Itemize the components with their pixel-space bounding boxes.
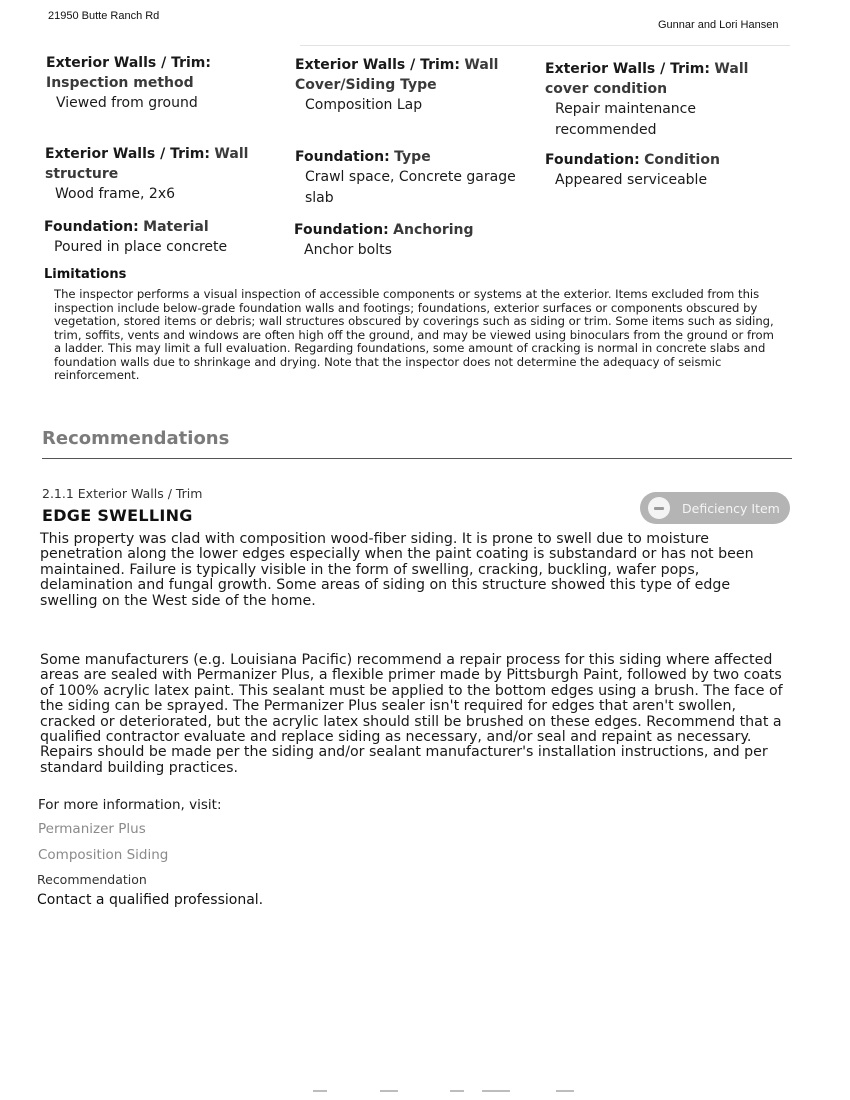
field-sublabel: Inspection method <box>46 75 194 91</box>
field-siding-type <box>295 55 535 116</box>
field-value: Anchor bolts <box>304 242 392 258</box>
field-value: Appeared serviceable <box>555 172 708 188</box>
scan-mark <box>313 1090 327 1092</box>
field-inspection-method <box>46 53 286 114</box>
field-wall-structure <box>45 144 285 205</box>
field-sublabel: Anchoring <box>393 222 474 238</box>
field-label: Foundation: <box>44 219 139 235</box>
field-value: Poured in place concrete <box>54 239 228 255</box>
item-number: 2.1.1 Exterior Walls / Trim <box>42 486 203 501</box>
header-address: 21950 Butte Ranch Rd <box>48 10 160 22</box>
more-info-label: For more information, visit: <box>38 797 222 813</box>
item-title: EDGE SWELLING <box>42 506 193 525</box>
field-sublabel: Wall structure <box>45 146 249 182</box>
minus-circle-icon <box>648 497 670 519</box>
field-label: Foundation: <box>545 152 640 168</box>
field-label: Exterior Walls / Trim: <box>46 55 211 71</box>
scan-mark <box>556 1090 574 1092</box>
field-sublabel: Wall Cover/Siding Type <box>295 57 499 93</box>
scan-mark <box>380 1090 398 1092</box>
field-foundation-type <box>295 147 535 209</box>
field-sublabel: Condition <box>644 152 720 168</box>
field-sublabel: Wall cover condition <box>545 61 749 97</box>
recommendations-divider <box>42 458 792 459</box>
header-divider <box>300 45 790 46</box>
limitations-title: Limitations <box>44 267 127 282</box>
recommendations-heading: Recommendations <box>42 428 230 449</box>
field-value: Repair maintenance recommended <box>555 101 696 138</box>
link-permanizer-plus[interactable]: Permanizer Plus <box>38 821 146 837</box>
badge-label: Deficiency Item <box>682 500 780 516</box>
deficiency-badge <box>640 492 790 524</box>
item-repair-details: Some manufacturers (e.g. Louisiana Pacific) recommend a repair process for this siding where affected areas are sealed with Permanizer Plus, a flexible primer made by Pittsburgh Paint, followed by two coats of 100% acrylic latex paint. This sealant must be applied to the bottom edges using a brush. The face of the siding can be sprayed. The Permanizer Plus sealer isn't required for edges that aren't swollen, cracked or deteriorated, but the acrylic latex should still be brushed on these edges. Recommend that a qualified contractor evaluate and replace siding as necessary, and/or seal and repaint as necessary. Repairs should be made per the siding and/or sealant manufacturer's installation instructions, and per standard building practices. <box>40 652 783 776</box>
field-value: Composition Lap <box>305 97 423 113</box>
field-sublabel: Material <box>143 219 209 235</box>
field-label: Foundation: <box>295 149 390 165</box>
field-value: Viewed from ground <box>56 95 198 111</box>
field-label: Exterior Walls / Trim: <box>295 57 460 73</box>
link-composition-siding[interactable]: Composition Siding <box>38 847 169 863</box>
field-foundation-material <box>44 217 284 258</box>
field-label: Exterior Walls / Trim: <box>545 61 710 77</box>
field-foundation-condition <box>545 150 785 191</box>
scan-mark <box>450 1090 464 1092</box>
item-description: This property was clad with composition wood-fiber siding. It is prone to swell due to moisture penetration along the lower edges especially when the paint coating is substandard or has not been maintained. Failure is typically visible in the form of swelling, cracking, buckling, wafer pops, delamination and fungal growth. Some areas of siding on this structure showed this type of edge swelling on the West side of the home. <box>40 531 754 609</box>
field-value: Crawl space, Concrete garage slab <box>305 169 516 206</box>
field-value: Wood frame, 2x6 <box>55 186 176 202</box>
recommendation-label: Recommendation <box>37 872 147 887</box>
header-client: Gunnar and Lori Hansen <box>658 19 779 31</box>
field-label: Exterior Walls / Trim: <box>45 146 210 162</box>
field-sublabel: Type <box>394 149 431 165</box>
recommendation-value: Contact a qualified professional. <box>37 892 264 908</box>
limitations-text: The inspector performs a visual inspection of accessible components or systems at the exterior. Items excluded from this inspection include below-grade foundation walls and footings; foundations, exterior surfaces or components obscured by vegetation, stored items or debris; wall structures obscured by coverings such as siding or trim. Some items such as siding, trim, soffits, vents and windows are often high off the ground, and may be viewed using binoculars from the ground or from a ladder. This may limit a full evaluation. Regarding foundations, some amount of cracking is normal in concrete slabs and foundation walls due to shrinkage and drying. Note that the inspector does not determine the adequacy of seismic reinforcement. <box>54 287 774 382</box>
field-foundation-anchoring <box>294 220 534 261</box>
field-label: Foundation: <box>294 222 389 238</box>
scan-mark <box>482 1090 510 1092</box>
field-wall-cover-condition <box>545 59 785 141</box>
